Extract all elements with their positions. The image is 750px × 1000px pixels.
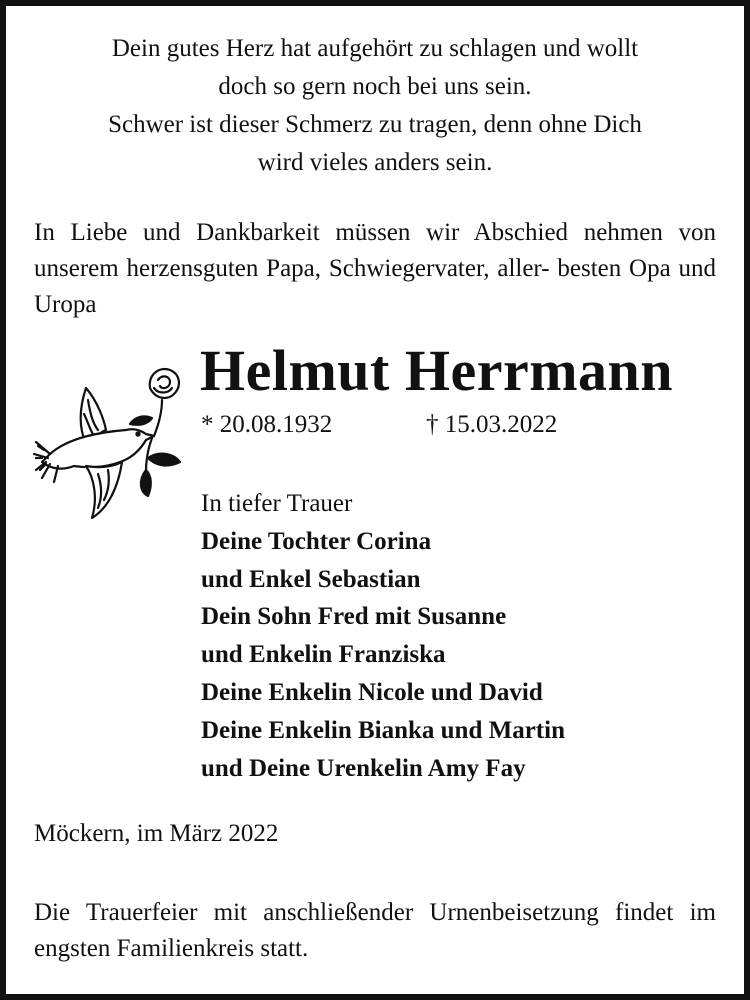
place-date: Möckern, im März 2022 (34, 820, 279, 847)
deceased-name: Helmut Herrmann (200, 338, 674, 403)
mourner-name: Deine Enkelin Bianka und Martin (201, 716, 565, 744)
mourner-name: Deine Enkelin Nicole und David (201, 678, 543, 706)
mourner-name: und Enkelin Franziska (201, 641, 446, 669)
poem-line: Schwer ist dieser Schmerz zu tragen, denn ohne Dich (108, 111, 642, 138)
poem-line: doch so gern noch bei uns sein. (218, 73, 532, 100)
intro-text: In Liebe und Dankbarkeit müssen wir Abschied nehmen von unserem herzensguten Papa, Schwiegervater, aller- besten Opa und Uropa (34, 219, 716, 318)
mourner-name: und Deine Urenkelin Amy Fay (201, 754, 526, 782)
poem-line: Dein gutes Herz hat aufgehört zu schlagen und wollt (111, 35, 639, 62)
mourner-name: Deine Tochter Corina (201, 527, 432, 555)
mourners-list (201, 485, 565, 787)
death-date: † 15.03.2022 (426, 411, 558, 438)
poem-line: wird vieles anders sein. (257, 149, 493, 176)
dove-with-rose-icon (28, 358, 190, 534)
mourners-heading: In tiefer Trauer (201, 490, 353, 517)
funeral-notice: Die Trauerfeier mit anschließender Urnenbeisetzung findet im engsten Familienkreis statt. (34, 899, 716, 962)
mourner-name: Dein Sohn Fred mit Susanne (201, 603, 507, 631)
birth-date: * 20.08.1932 (201, 411, 333, 438)
poem (20, 30, 730, 182)
mourner-name: und Enkel Sebastian (201, 565, 421, 593)
